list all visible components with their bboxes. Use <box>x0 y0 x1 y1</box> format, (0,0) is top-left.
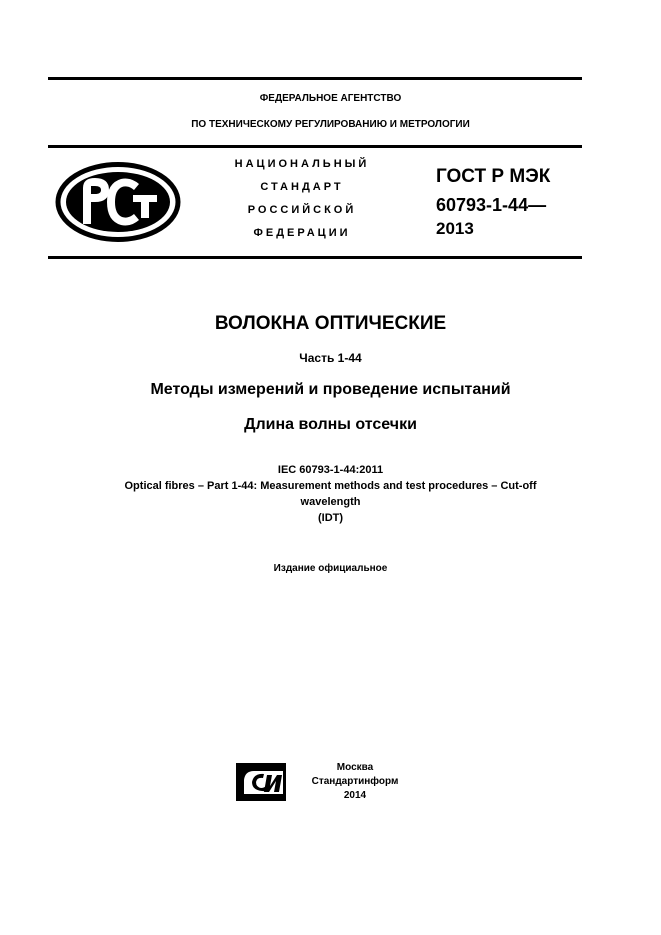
publisher-city: Москва <box>336 762 374 773</box>
national-standard-line-3: РОССИЙСКОЙ <box>247 204 357 216</box>
document-subtitle-2: Длина волны отсечки <box>244 416 417 433</box>
publisher-year: 2014 <box>343 790 367 801</box>
top-rule <box>48 77 582 80</box>
national-standard-line-2: СТАНДАРТ <box>260 181 344 193</box>
national-standard-line-4: ФЕДЕРАЦИИ <box>253 227 351 239</box>
standartinform-logo-icon <box>234 762 288 802</box>
national-standard-line-1: НАЦИОНАЛЬНЫЙ <box>234 158 370 170</box>
document-title: ВОЛОКНА ОПТИЧЕСКИЕ <box>214 313 447 334</box>
publisher-name: Стандартинформ <box>311 776 399 787</box>
agency-line-2: ПО ТЕХНИЧЕСКОМУ РЕГУЛИРОВАНИЮ И МЕТРОЛОГИИ <box>191 119 470 130</box>
designation-line-3: 2013 <box>436 219 474 238</box>
iec-code: IEC 60793-1-44:2011 <box>277 464 384 476</box>
designation-line-1: ГОСТ Р МЭК <box>436 166 551 187</box>
edition-note: Издание официальное <box>273 563 388 574</box>
agency-line-1: ФЕДЕРАЛЬНОЕ АГЕНТСТВО <box>259 93 402 104</box>
idt-marker: (IDT) <box>317 512 344 524</box>
iec-title-line-1: Optical fibres – Part 1-44: Measurement methods and test procedures – Cut-off <box>124 480 537 492</box>
header-rule-upper <box>48 145 582 148</box>
designation-line-2: 60793-1-44— <box>436 195 547 215</box>
rst-certification-logo-icon <box>55 162 181 242</box>
iec-title-line-2: wavelength <box>300 496 361 508</box>
header-rule-lower <box>48 256 582 259</box>
document-part: Часть 1-44 <box>299 351 362 365</box>
document-subtitle-1: Методы измерений и проведение испытаний <box>150 381 511 398</box>
